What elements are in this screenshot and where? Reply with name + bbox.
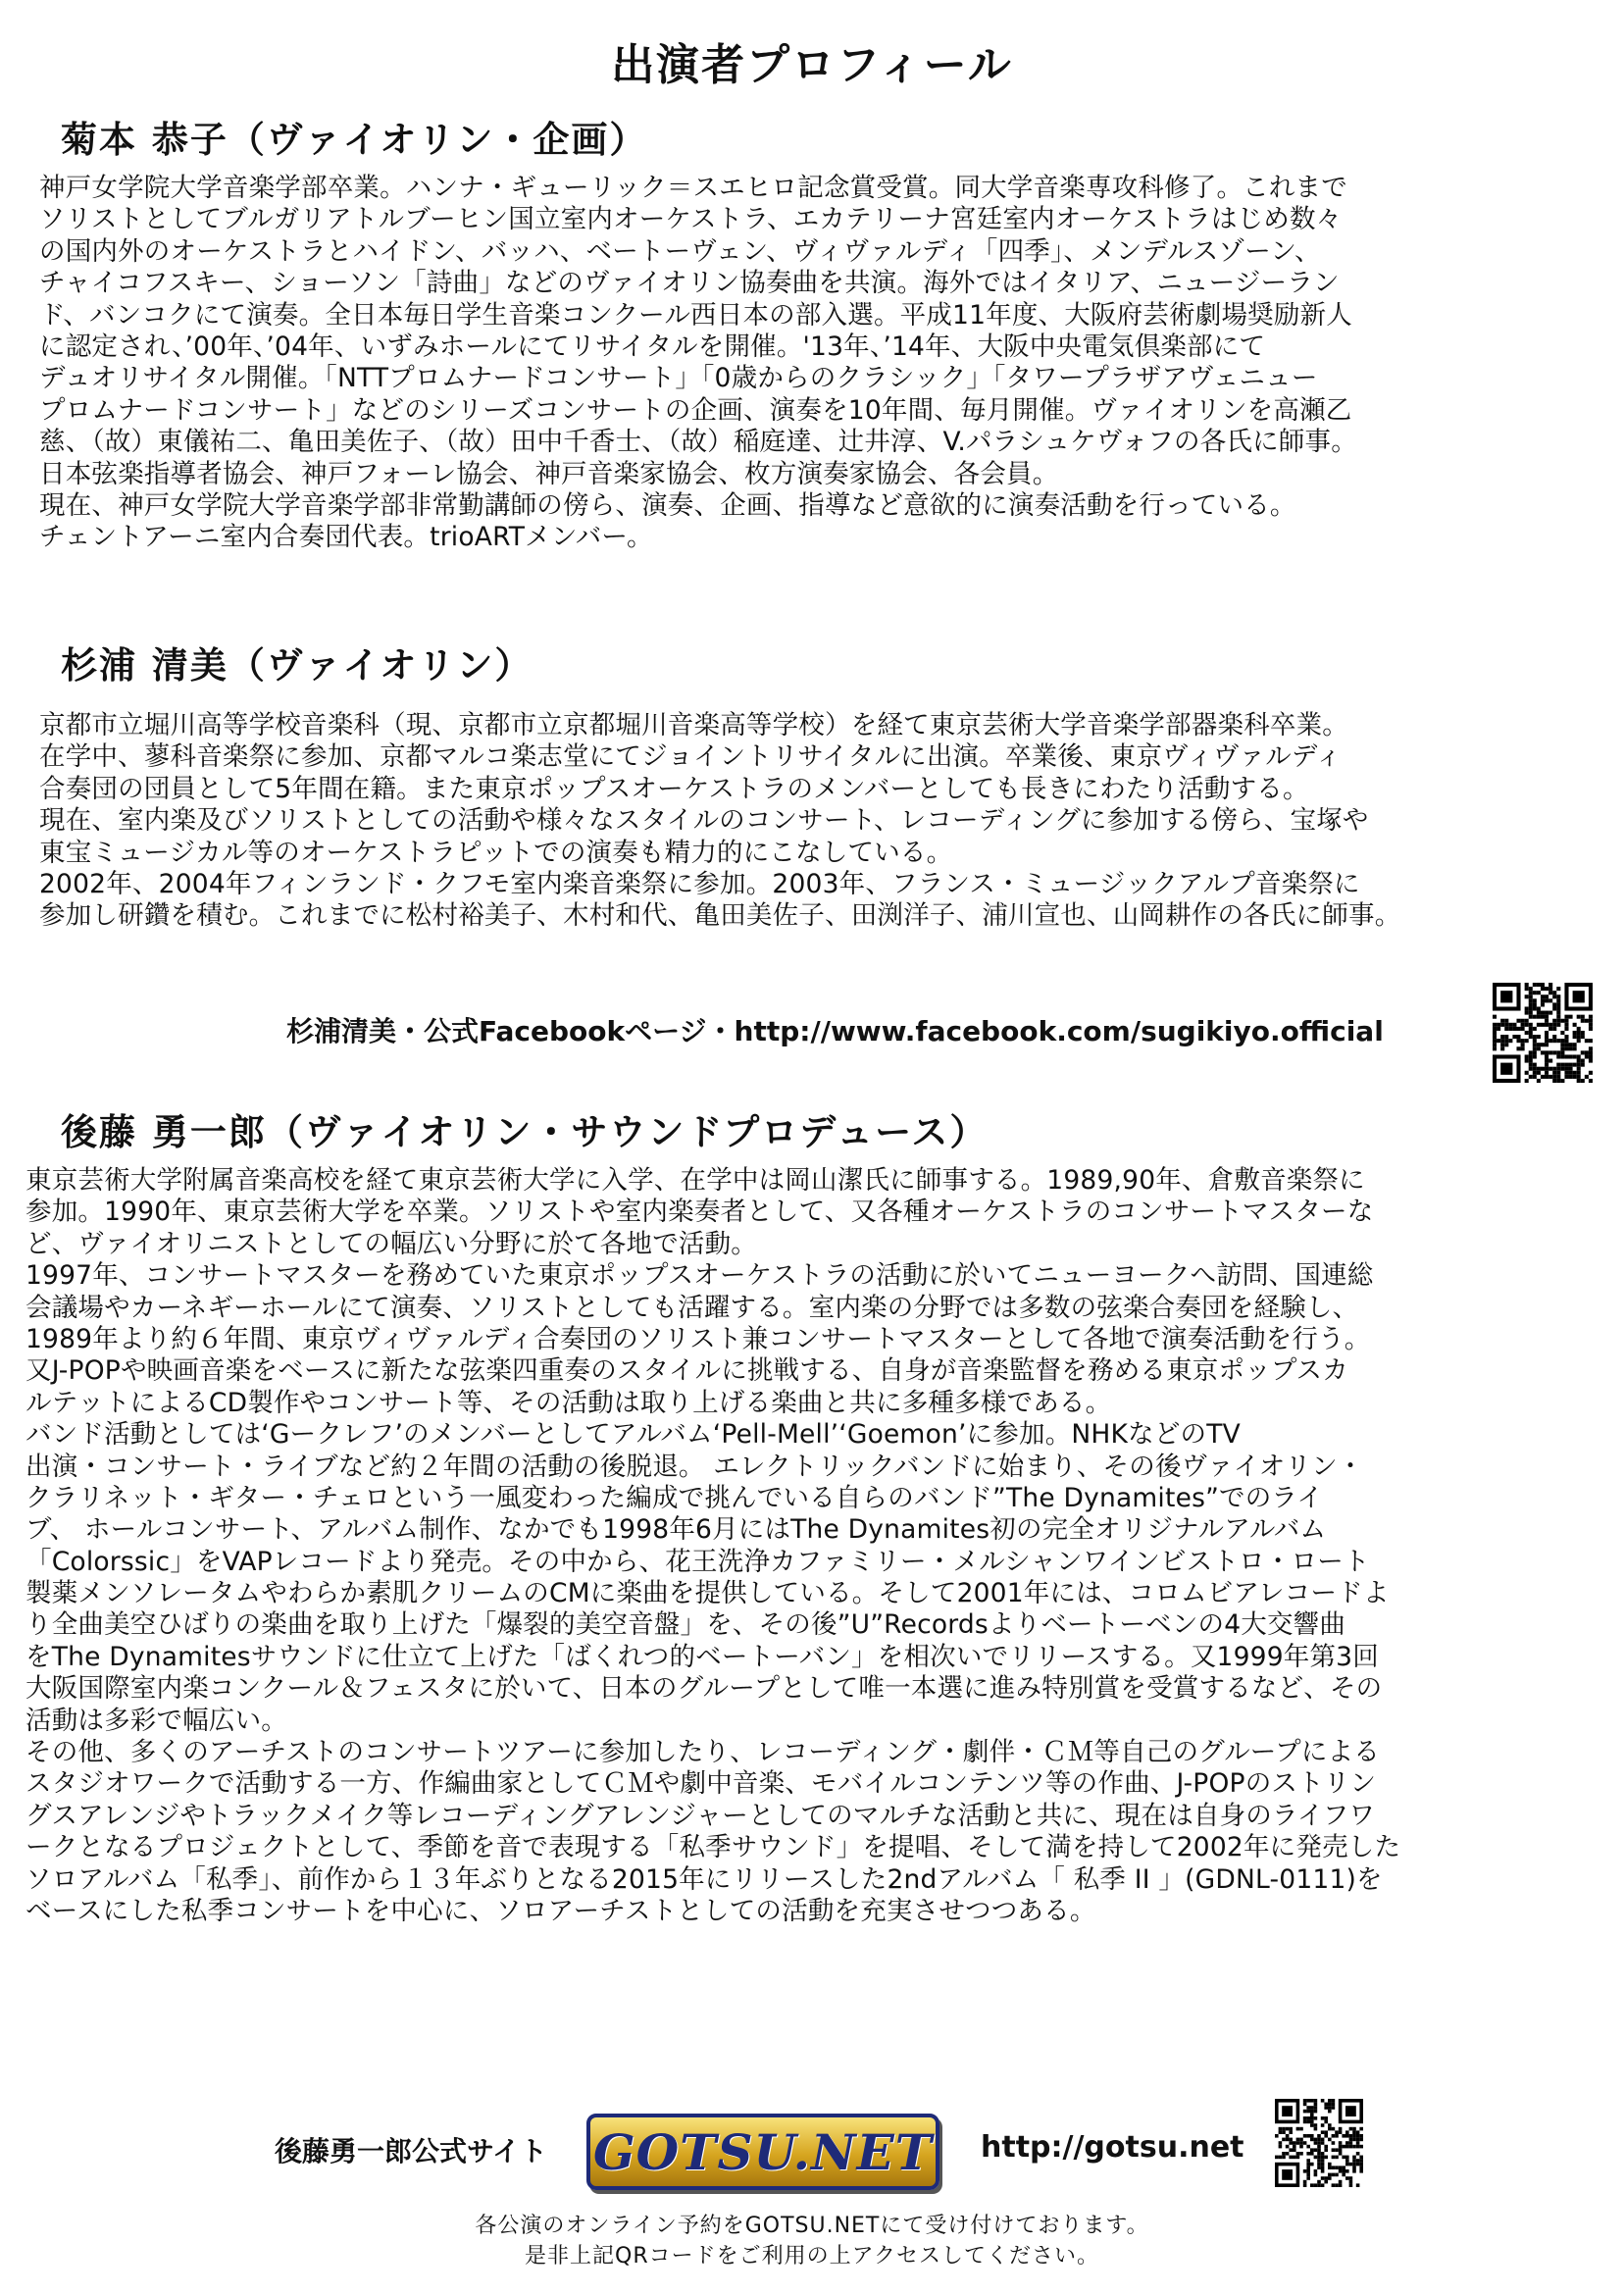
bio-line: 出演・コンサート・ライブなど約２年間の活動の後脱退。 エレクトリックバンドに始まり、その後ヴァイオリン・ (25, 1451, 1364, 1482)
performer-name-kikumoto: 菊本 恭子（ヴァイオリン・企画） (61, 119, 648, 161)
bio-line: ソリストとしてブルガリアトルブーヒン国立室内オーケストラ、エカテリーナ宮廷室内オーケストラはじめ数々 (39, 204, 1343, 235)
official-site-label: 後藤勇一郎公式サイト (275, 2135, 548, 2167)
bio-line: チャイコフスキー、ショーソン「詩曲」などのヴァイオリン協奏曲を共演。海外ではイタリア、ニュージーラン (39, 268, 1340, 299)
performer-bio-kikumoto (39, 173, 1357, 554)
footer-reservation-note: 各公演のオンライン予約をGOTSU.NETにて受け付けております。 (475, 2214, 1149, 2238)
bio-line: ソロアルバム「私季」、前作から１３年ぶりとなる2015年にリリースした2ndアルバム「 私季 II 」(GDNL-0111)を (25, 1863, 1383, 1895)
bio-line: 日本弦楽指導者協会、神戸フォーレ協会、神戸音楽家協会、枚方演奏家協会、各会員。 (39, 458, 1059, 489)
official-site-url[interactable]: http://gotsu.net (981, 2130, 1244, 2165)
qr-code-icon (1493, 983, 1593, 1083)
bio-line: 大阪国際室内楽コンクール＆フェスタに於いて、日本のグループとして唯一本選に進み特別賞を受賞するなど、その (25, 1673, 1383, 1705)
performer-name-goto: 後藤 勇一郎（ヴァイオリン・サウンドプロデュース） (61, 1111, 989, 1153)
bio-line: ベースにした私季コンサートを中心に、ソロアーチストとしての活動を充実させつつある。 (25, 1895, 1096, 1926)
bio-line: 「Colorssic」をVAPレコードより発売。その中から、花王洗浄カファミリー・メルシャンワインビストロ・ロート (25, 1546, 1370, 1577)
bio-line: 会議場やカーネギーホールにて演奏、ソリストとしても活躍する。室内楽の分野では多数の弦楽合奏団を経験し、 (25, 1292, 1359, 1323)
bio-line: 神戸女学院大学音楽学部卒業。ハンナ・ギューリック＝スエヒロ記念賞受賞。同大学音楽専攻科修了。これまで (39, 173, 1347, 203)
bio-line: 1997年、コンサートマスターを務めていた東京ポップスオーケストラの活動に於いてニューヨークへ訪問、国連総 (25, 1260, 1374, 1292)
bio-line: プロムナードコンサート」などのシリーズコンサートの企画、演奏を10年間、毎月開催。ヴァイオリンを高瀬乙 (39, 394, 1352, 426)
bio-line: ド、バンコクにて演奏。全日本毎日学生音楽コンクール西日本の部入選。平成11年度、大阪府芸術劇場奨励新人 (39, 299, 1352, 331)
bio-line: 東京芸術大学附属音楽高校を経て東京芸術大学に入学、在学中は岡山潔氏に師事する。1989,90年、倉敷音楽祭に (25, 1165, 1365, 1196)
bio-line: 現在、室内楽及びソリストとしての活動や様々なスタイルのコンサート、レコーディングに参加する傍ら、宝塚や (39, 805, 1369, 837)
bio-line: 参加。1990年、東京芸術大学を卒業。ソリストや室内楽奏者として、又各種オーケストラのコンサートマスターな (25, 1197, 1374, 1228)
gotsu-net-logo[interactable]: GOTSU.NET (586, 2114, 939, 2190)
bio-line: その他、多くのアーチストのコンサートツアーに参加したり、レコーディング・劇伴・ＣＭ等自己のグループによる (25, 1737, 1380, 1768)
bio-line: 東宝ミュージカル等のオーケストラピットでの演奏も精力的にこなしている。 (39, 837, 953, 868)
bio-line: ブ、 ホールコンサート、アルバム制作、なかでも1998年6月にはThe Dynamites初の完全オリジナルアルバム (25, 1514, 1327, 1546)
bio-line: ど、ヴァイオリニストとしての幅広い分野に於て各地で活動。 (25, 1228, 758, 1259)
bio-line: 活動は多彩で幅広い。 (25, 1705, 287, 1736)
bio-line: の国内外のオーケストラとハイドン、バッハ、ベートーヴェン、ヴィヴァルディ「四季」、メンデルスゾーン、 (39, 235, 1321, 267)
bio-line: に認定され、’00年、’04年、いずみホールにてリサイタルを開催。'13年、’14年、大阪中央電気倶楽部にて (39, 331, 1266, 362)
qr-code-icon (1275, 2099, 1363, 2187)
bio-line: ークとなるプロジェクトとして、季節を音で表現する「私季サウンド」を提唱、そして満を持して2002年に発売した (25, 1832, 1401, 1863)
facebook-page-link[interactable]: 杉浦清美・公式Facebookページ・http://www.facebook.com/sugikiyo.official (286, 1015, 1384, 1047)
bio-line: グスアレンジやトラックメイク等レコーディングアレンジャーとしてのマルチな活動と共に、現在は自身のライフワ (25, 1800, 1376, 1831)
performer-name-sugiura: 杉浦 清美（ヴァイオリン） (61, 644, 533, 687)
performer-bio-sugiura (39, 710, 1400, 933)
footer-qr-note: 是非上記QRコードをご利用の上アクセスしてください。 (525, 2244, 1099, 2269)
bio-line: 在学中、蓼科音楽祭に参加、京都マルコ楽志堂にてジョイントリサイタルに出演。卒業後、東京ヴィヴァルディ (39, 741, 1343, 773)
bio-line: スタジオワークで活動する一方、作編曲家としてＣＭや劇中音楽、モバイルコンテンツ等の作曲、J-POPのストリン (25, 1768, 1377, 1800)
bio-line: 現在、神戸女学院大学音楽学部非常勤講師の傍ら、演奏、企画、指導など意欲的に演奏活動を行っている。 (39, 489, 1296, 521)
bio-line: クラリネット・ギター・チェロという一風変わった編成で挑んでいる自らのバンド”The Dynamites”でのライ (25, 1482, 1324, 1513)
performer-bio-goto (25, 1165, 1400, 1927)
bio-line: ルテットによるCD製作やコンサート等、その活動は取り上げる楽曲と共に多種多様である。 (25, 1387, 1112, 1418)
bio-line: 2002年、2004年フィンランド・クフモ室内楽音楽祭に参加。2003年、フランス・ミュージックアルプ音楽祭に (39, 868, 1360, 899)
bio-line: 1989年より約６年間、東京ヴィヴァルディ合奏団のソリスト兼コンサートマスターとして各地で演奏活動を行う。 (25, 1323, 1371, 1354)
bio-line: をThe Dynamitesサウンドに仕立て上げた「ばくれつ的ベートーバン」を相次いでリリースする。又1999年第3回 (25, 1641, 1379, 1672)
bio-line: チェントアーニ室内合奏団代表。trioARTメンバー。 (39, 522, 653, 553)
bio-line: 参加し研鑽を積む。これまでに松村裕美子、木村和代、亀田美佐子、田渕洋子、浦川宣也、山岡耕作の各氏に師事。 (39, 900, 1401, 932)
bio-line: 慈、（故）東儀祐二、亀田美佐子、（故）田中千香士、（故）稲庭達、辻井淳、V.パラシュケヴォフの各氏に師事。 (39, 427, 1357, 458)
bio-line: 合奏団の団員として5年間在籍。また東京ポップスオーケストラのメンバーとしても長きにわたり活動する。 (39, 773, 1309, 804)
bio-line: り全曲美空ひばりの楽曲を取り上げた「爆裂的美空音盤」を、その後”U”Recordsよりベートーベンの4大交響曲 (25, 1609, 1346, 1641)
bio-line: 又J-POPや映画音楽をベースに新たな弦楽四重奏のスタイルに挑戦する、自身が音楽監督を務める東京ポップスカ (25, 1355, 1348, 1387)
bio-line: バンド活動としては‘Gークレフ’のメンバーとしてアルバム‘Pell-Mell’‘Goemon’に参加。NHKなどのTV (25, 1419, 1241, 1451)
bio-line: 製薬メンソレータムやわらか素肌クリームのCMに楽曲を提供している。そして2001年には、コロムビアレコードよ (25, 1578, 1390, 1609)
bio-line: 京都市立堀川高等学校音楽科（現、京都市立京都堀川音楽高等学校）を経て東京芸術大学音楽学部器楽科卒業。 (39, 710, 1348, 740)
bio-line: デュオリサイタル開催。「NTTプロムナードコンサート」「0歳からのクラシック」「タワープラザアヴェニュー (39, 363, 1318, 394)
page-title: 出演者プロフィール (611, 40, 1013, 90)
